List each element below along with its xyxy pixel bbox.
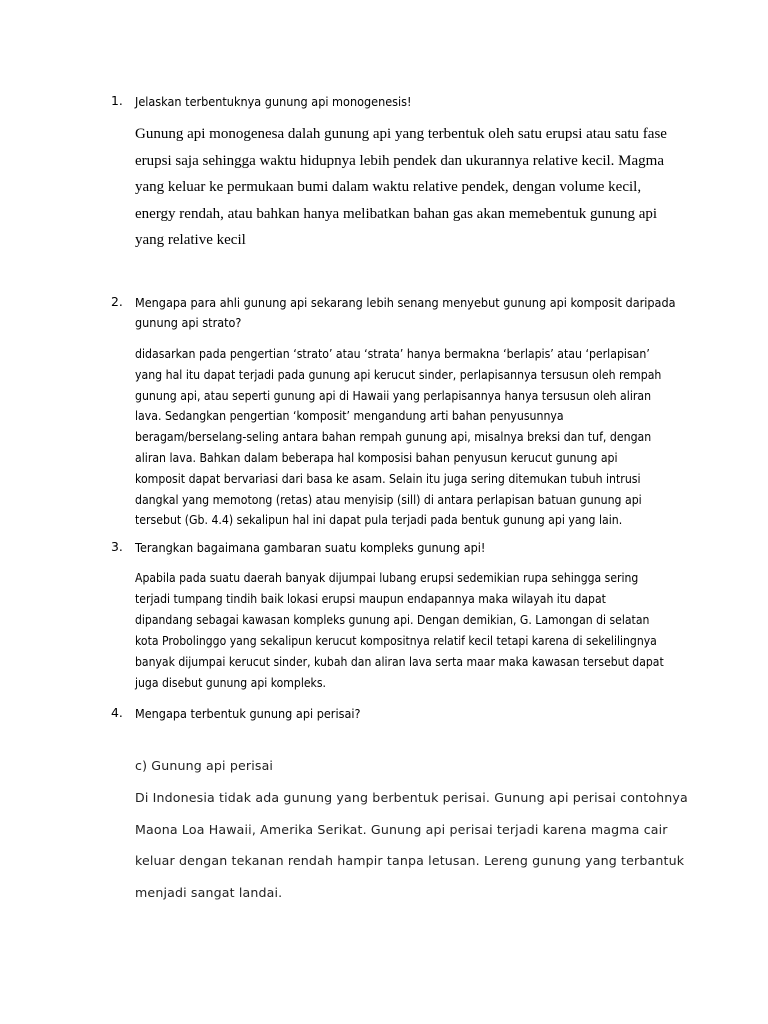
question-4-number: 4. (111, 705, 123, 720)
answer-1-line: energy rendah, atau bahkan hanya melibatkan bahan gas akan memebentuk gunung api (135, 205, 658, 222)
question-4-text (135, 704, 617, 724)
question-1-line: Jelaskan terbentuknya gunung api monogenesis! (135, 94, 412, 109)
answer-1-line: yang relative kecil (135, 232, 246, 248)
answer-4-line: menjadi sangat landai. (135, 885, 283, 901)
answer-1-line: erupsi saja sehingga waktu hidupnya lebih pendek dan ukurannya relative kecil. Magma (135, 152, 664, 169)
answer-3-line: dipandang sebagai kawasan kompleks gunung api. Dengan demikian, G. Lamongan di selatan (135, 612, 650, 627)
answer-1-line: yang keluar ke permukaan bumi dalam waktu relative pendek, dengan volume kecil, (135, 179, 642, 195)
answer-2-line: yang hal itu dapat terjadi pada gunung api kerucut sinder, perlapisannya tersusun oleh rempah (135, 367, 662, 382)
answer-3-line: banyak dijumpai kerucut sinder, kubah dan aliran lava serta maar maka kawasan tersebut dapat (135, 654, 664, 669)
answer-4 (135, 742, 695, 917)
answer-3-line: Apabila pada suatu daerah banyak dijumpai lubang erupsi sedemikian rupa sehingga sering (135, 571, 639, 585)
answer-2-line: didasarkan pada pengertian ‘strato’ atau ‘strata’ hanya bermakna ‘berlapis’ atau ‘perlapisan’ (135, 347, 650, 361)
answer-2-line: tersebut (Gb. 4.4) sekalipun hal ini dapat pula terjadi pada bentuk gunung api yang lain. (135, 513, 623, 528)
question-2-line: gunung api strato? (135, 315, 242, 330)
answer-2 (135, 344, 662, 531)
answer-3-line: kota Probolinggo yang sekalipun kerucut kompositnya relatif kecil tetapi karena di sekelilingnya (135, 633, 657, 648)
question-4-line: Mengapa terbentuk gunung api perisai? (135, 706, 361, 721)
question-3-line: Terangkan bagaimana gambaran suatu kompleks gunung api! (135, 540, 486, 555)
answer-4-line: c) Gunung api perisai (135, 757, 274, 773)
question-1-number: 1. (111, 93, 123, 108)
answer-2-line: aliran lava. Bahkan dalam beberapa hal komposisi bahan penyusun kerucut gunung api (135, 450, 618, 465)
question-2-text (135, 293, 676, 333)
answer-4-line: keluar dengan tekanan rendah hampir tanpa letusan. Lereng gunung yang terbantuk (135, 853, 685, 869)
answer-4-line: Di Indonesia tidak ada gunung yang berbentuk perisai. Gunung api perisai contohnya (135, 789, 688, 805)
answer-3-line: terjadi tumpang tindih baik lokasi erupsi maupun endapannya maka wilayah itu dapat (135, 591, 606, 606)
answer-2-line: gunung api, atau seperti gunung api di Hawaii yang perlapisannya hanya tersusun oleh aliran (135, 388, 652, 403)
answer-2-line: komposit dapat bervariasi dari basa ke asam. Selain itu juga sering ditemukan tubuh intrusi (135, 471, 641, 486)
answer-1 (135, 121, 678, 254)
question-2-line: Mengapa para ahli gunung api sekarang lebih senang menyebut gunung api komposit daripada (135, 295, 676, 310)
question-3-number: 3. (111, 539, 123, 554)
answer-1-line: Gunung api monogenesa dalah gunung api yang terbentuk oleh satu erupsi atau satu fase (135, 126, 667, 142)
answer-2-line: lava. Sedangkan pengertian ‘komposit’ mengandung arti bahan penyusunnya (135, 409, 564, 424)
answer-2-line: beragam/berselang-seling antara bahan rempah gunung api, misalnya breksi dan tuf, dengan (135, 430, 652, 445)
question-2-number: 2. (111, 294, 123, 309)
answer-3 (135, 568, 669, 693)
question-3-text (135, 538, 617, 558)
answer-3-line: juga disebut gunung api kompleks. (135, 675, 326, 690)
answer-2-line: dangkal yang memotong (retas) atau menyisip (sill) di antara perlapisan batuan gunung api (135, 492, 642, 507)
question-1-text (135, 92, 617, 112)
answer-4-line: Maona Loa Hawaii, Amerika Serikat. Gunung api perisai terjadi karena magma cair (135, 821, 668, 837)
